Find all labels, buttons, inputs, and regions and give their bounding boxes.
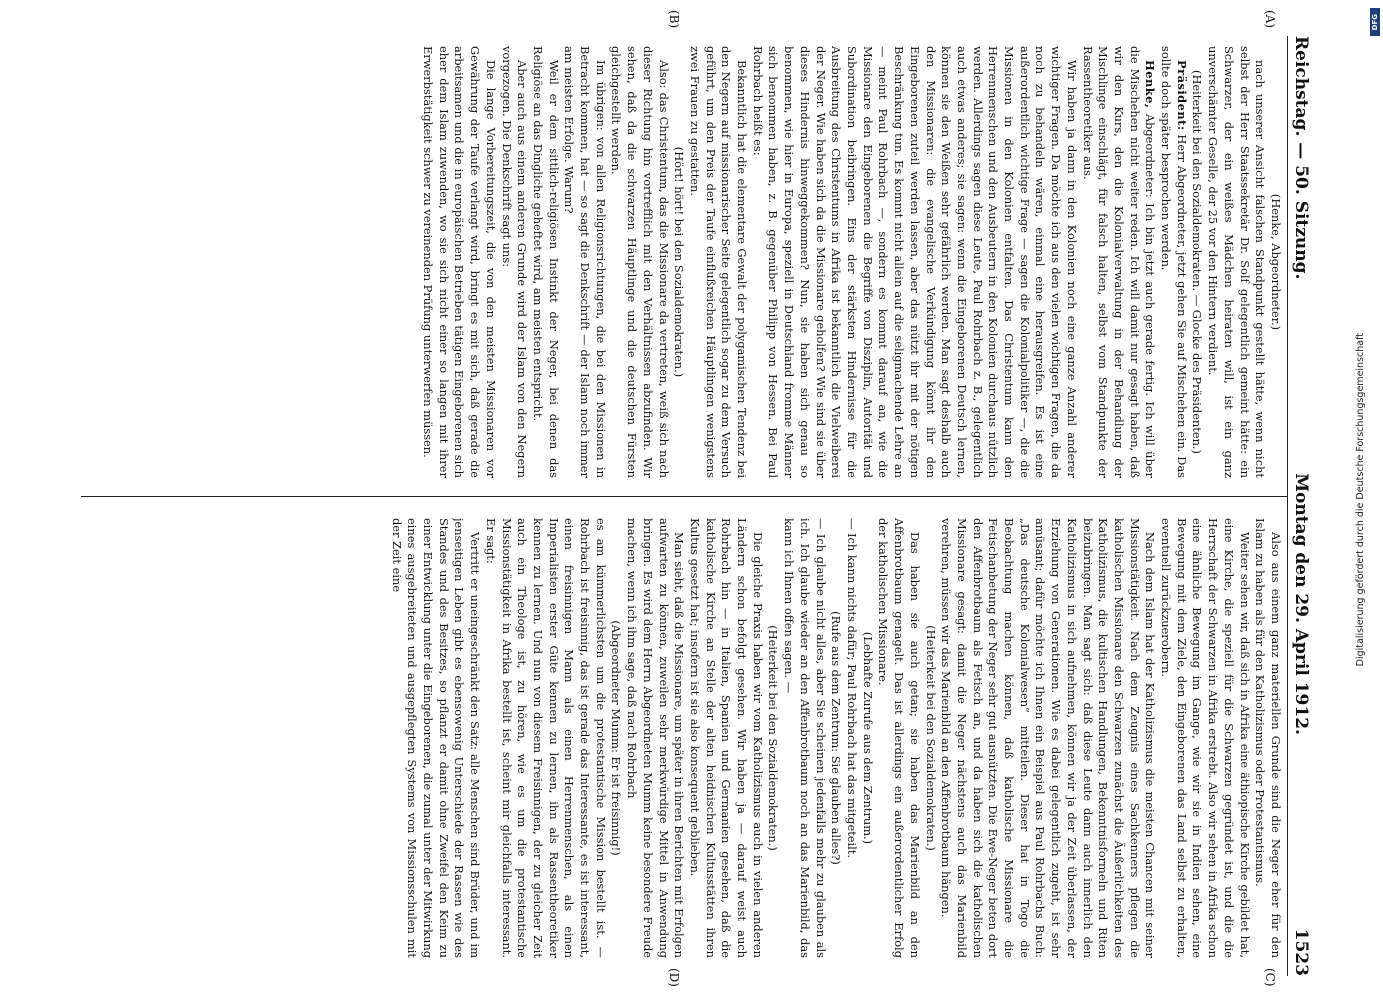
speaker-label: Henke, — [1143, 60, 1158, 109]
paragraph-text: Bekanntlich hat die elementare Gewalt der polygamischen Tendenz bei den Negern auf missionarischer Seite gelegentlich sogar zu dem Versuch geführt, um den Preis der Taufe einflußreichen Häuptlingen wenigstens zwei Frauen zu gestatten. — [687, 46, 750, 478]
paragraph-text: Also aus einem ganz materiellen Grunde sind die Neger eher für den Islam zu haben als für den Katholizismus oder Protestantismus. — [1253, 518, 1283, 958]
paragraph-text: — Ich glaube nicht alles, aber Sie scheinen jedenfalls mehr zu glauben als ich. Ich glaube wieder an den Affenbrotbaum noch an das Marienbild, das kann ich Ihnen offen sagen. — — [782, 518, 828, 958]
paragraph-text: Weiter sehen wir, daß sich in Afrika eine äthiopische Kirche gebildet hat, eine Kirche, die speziell für die Schwarzen gegründet ist, und die die Herrschaft der Schwarzen in Afrika erstrebt. Also wir sehen in Afrika schon eine ähnliche Bewegung im Gange, wie wir sie in Indien sehen, eine Bewegung mit dem Ziele, den Eingeborenen das Land selbst zu erhalten, eventuell zurückzuerobern. — [1159, 518, 1252, 958]
interjection: (Rufe aus dem Zentrum: Sie glauben alles?) — [829, 611, 844, 865]
paragraph — [686, 46, 749, 478]
paragraph — [482, 518, 608, 958]
interjection: (Heiterkeit bei den Sozialdemokraten.) — [766, 625, 781, 851]
header-left: Reichstag. — 50. Sitzung. — [1291, 36, 1311, 280]
margin-mark-b: (B) — [667, 10, 681, 29]
paragraph — [419, 46, 498, 478]
interjection: (Abgeordneter Mumm: Er ist freisinnig!) — [609, 620, 624, 856]
speaker-label: Präsident: — [1174, 60, 1189, 131]
paragraph — [623, 518, 686, 958]
paragraph — [561, 46, 608, 478]
header-center: Montag den 29. April 1912. — [1291, 473, 1311, 735]
page-header — [1287, 36, 1321, 976]
paragraph-text: Die lange Vorbereitungszeit, die von den meisten Missionaren vor Gewährung der Taufe verlangt wird, bringt es mit sich, daß gerade die arbeitsamen und die in europäischen Betrieben tätigen Eingeborenen sich eher dem Islam zuwenden, wo sie sich nicht einer so langen mit ihrer Erwerbstätigkeit schwer zu vereinenden Prüfung unterwerfen müssen. — [421, 46, 498, 478]
paragraph-text: Also: das Christentum, das die Missionare da vertreten, weiß sich nach dieser Richtung hin vortrefflich mit den Verhältnissen abzufinden. Wir sehen, daß da die schwarzen Häuptlinge und die deutschen Fürsten gleichgestellt werden. — [609, 46, 671, 478]
paragraph-text: nach unserer Ansicht falschen Standpunkt gestellt hätte, wenn nicht selbst der Herr Staatssekretär Dr. Solf gelegentlich gemeint hätte: ein Schwarzer, der ein weißes Mädchen heiraten will, ist ein ganz unverschämter Geselle, der 25 vor den Hintern verdient. — [1206, 46, 1268, 478]
dfg-logo-text: DFG — [1371, 13, 1379, 31]
paragraph — [529, 46, 560, 478]
paragraph — [875, 518, 922, 958]
paragraph-text: es am kümmerlichsten um die protestantische Mission bestellt ist. — Rohrbach ist freisinnig, das ist gerade das Interessante, es ist interessant, einen freisinnigen Mann als einen Herrenmenschen, als einen Imperialisten erster Güte kennen zu lernen, ihn als Rassentheoretiker kennen zu lernen. Und nun von diesem Freisinnigen, der zu gleicher Zeit auch ein Theologe ist, zu hören, wie es um die protestantische Missionstätigkeit in Afrika bestellt ist, scheint mir gleichfalls interessant. Er sagt: — [483, 518, 608, 958]
column-divider — [81, 496, 1287, 497]
paragraph-text: Vertritt er uneingeschränkt den Satz: alle Menschen sind Brüder, und im jenseitigen Leben gibt es ebensowenig Unterschiede der Rassen wie des Standes und des Besitzes, so pflanzt er damit ohne Zweifel den Keim zu einer Entwicklung unter die Eingeborenen, die zumal unter der Mitwirkung eines ausgebreiteten und ausgepflegten Systems von Missionsschulen mit der Zeit eine — [389, 518, 483, 958]
margin-mark-a: (A) — [1263, 10, 1277, 29]
paragraph — [1079, 46, 1158, 478]
paragraph — [686, 518, 765, 958]
paragraph-text: Die gleiche Praxis haben wir vom Katholizismus auch in vielen anderen Ländern schon befolgt gesehen. Wir haben ja — darauf weist auch Rohrbach hin — in Italien, Spanien und Germanien gesehen, daß die katholische Kirche an Stelle der alten heidnischen Kultusstätten ihren Kultus gesetzt hat; insofern ist sie also konsequent geblieben. — [687, 518, 765, 958]
right-column — [85, 518, 1283, 958]
document-page — [81, 6, 1321, 1006]
margin-mark-c: (C) — [1263, 968, 1277, 987]
paragraph — [843, 518, 859, 958]
paragraph — [388, 518, 482, 958]
paragraph-text: Man sieht, daß die Missionare, um später in ihren Berichten mit Erfolgen aufwarten zu können, zuweilen sehr merkwürdige Mittel in Anwendung bringen. Es wird dem Herrn Abgeordneten Mumm keine besondere Freude machen, wenn ich ihm sage, daß nach Rohrbach — [625, 518, 687, 958]
interjection: (Heiterkeit bei den Sozialdemokraten. — Glocke des Präsidenten.) — [1190, 70, 1205, 454]
paragraph-text: — Ich kann nichts dafür; Paul Rohrbach hat das mitgeteilt. — [845, 518, 860, 859]
interjection: (Henke, Abgeordneter.) — [1269, 193, 1283, 331]
credit-text: Digitalisierung gefördert durch die Deutsche Forschungsgemeinschaft — [1354, 333, 1366, 667]
margin-mark-d: (D) — [667, 968, 681, 987]
paragraph-text: Im übrigen: von allen Religionsrichtungen, die bei den Missionen in Betracht kommen, hat — so sagt die Denkschrift — der Islam noch immer am meisten Erfolge. Warum? — [562, 46, 608, 478]
digitization-credit — [1352, 40, 1368, 960]
interjection: (Hört! hört! bei den Sozialdemokraten.) — [672, 146, 687, 378]
paragraph — [749, 46, 1079, 478]
paragraph-text: Aber auch aus einem anderen Grunde wird der Islam von den Negern vorgezogen. Die Denkschrift sagt uns: — [499, 46, 530, 478]
paragraph-text: Weil er dem sittlich-religiösen Instinkt der Neger, bei denen das Religiöse an das Dingliche geheftet wird, am meisten entspricht. — [530, 46, 561, 478]
paragraph-text: Herr Abgeordneter, jetzt gehen Sie auf Mischehen ein. Das sollte doch später besprochen werden. — [1159, 46, 1189, 478]
paragraph-text: Das haben sie auch getan; sie haben das Marienbild an den Affenbrotbaum genagelt. Das ist allerdings ein außerordentlicher Erfolg der katholischen Missionare. — [876, 518, 922, 958]
left-column — [85, 46, 1283, 478]
paragraph — [498, 46, 529, 478]
interjection: (Lebhafte Zurufe aus dem Zentrum.) — [860, 631, 875, 845]
dfg-logo — [1370, 8, 1380, 36]
paragraph — [1157, 518, 1251, 958]
paragraph — [1252, 518, 1283, 958]
paragraph — [1157, 46, 1188, 478]
paragraph — [781, 518, 828, 958]
interjection: (Heiterkeit bei den Sozialdemokraten.) — [923, 625, 938, 851]
paragraph — [938, 518, 1158, 958]
paragraph-text: Abgeordneter: Ich bin jetzt auch gerade fertig. Ich will über die Mischehen nicht weiter reden. Ich will damit nur gesagt haben, daß wir den Kurs, den die Kolonialverwaltung in der Behandlung der Mischlinge einschlägt, für falsch halten, selbst vom Standpunkte der Rassentheoretiker aus. — [1080, 46, 1158, 478]
paragraph-text: Nach dem Islam hat der Katholizismus die meisten Chancen mit seiner Missionstätigkeit. Nach dem Zeugnis eines Sachkenners pflegen die katholischen Missionare den Schwarzen zunächst die Äußerlichkeiten des Katholizismus, die kultischen Handlungen, Bekenntnisformeln und Riten beizubringen. Man sagt sich: daß diese Leute dann auch innerlich den Katholizismus in sich aufnehmen, können wir ja der Zeit überlassen, der Erziehung von Generationen. Wie es dabei gelegentlich zugeht, ist sehr amüsant; dafür möchte ich Ihnen ein Beispiel aus Paul Rohrbachs Buch: „Das deutsche Kolonialwesen“ mitteilen. Dieser hat in Togo die Beobachtung machen können, daß katholische Missionare die Fetischanbetung der Neger sehr gut ausnützten. Die Ewe-Neger beten dort den Affenbrotbaum als Fetisch an, und da haben sich die katholischen Missionare gesagt: damit die Neger nächstens auch das Marienbild verehren, müssen wir das Marienbild an den Affenbrotbaum hängen. — [939, 518, 1158, 958]
page-number: 1523 — [1291, 928, 1311, 976]
paragraph-text: Wir haben ja dann in den Kolonien noch eine ganze Anzahl anderer wichtiger Fragen. Da möchte ich aus den vielen wichtigen Fragen, die da noch zu behandeln wären, einmal eine herausgreifen. Es ist eine außerordentlich wichtige Frage — sagen die Kolonialpolitiker —, die die Missionen in den Kolonien entfalten. Das Christentum kann den Herrenmenschen und den Ausbeutern in den Kolonien durchaus nützlich werden. Allerdings sagen diese Leute, Paul Rohrbach z. B., gelegentlich auch etwas anderes; sie sagen: wenn die Eingeborenen Deutsch lernen, können sie den Weißen sehr gefährlich werden. Man sagt deshalb auch den Missionaren: die evangelische Verkündigung könnt ihr den Eingeborenen zuteil werden lassen, aber das nützt ihr mit der nötigen Beschränkung tun. Es kommt nicht allein auf die seligmachende Lehre an — meint Paul Rohrbach —, sondern es kommt darauf an, wie die Missionare den Eingeborenen die Begriffe von Disziplin, Autorität und Subordination beibringen. Eins der stärksten Hindernisse für die Ausbreitung des Christentums in Afrika ist bekanntlich die Vielweiberei der Neger. Wie haben sich da die Missionare geholfen? Wie sind sie über dieses Hindernis hinweggekommen? Nun, sie haben sich genau so benommen, wie hier in Europa, speziell in Deutschland fromme Männer sich benommen haben, z. B. gegenüber Philipp von Hessen. Bei Paul Rohrbach heißt es: — [750, 46, 1079, 478]
paragraph — [1204, 46, 1267, 478]
paragraph — [608, 46, 671, 478]
